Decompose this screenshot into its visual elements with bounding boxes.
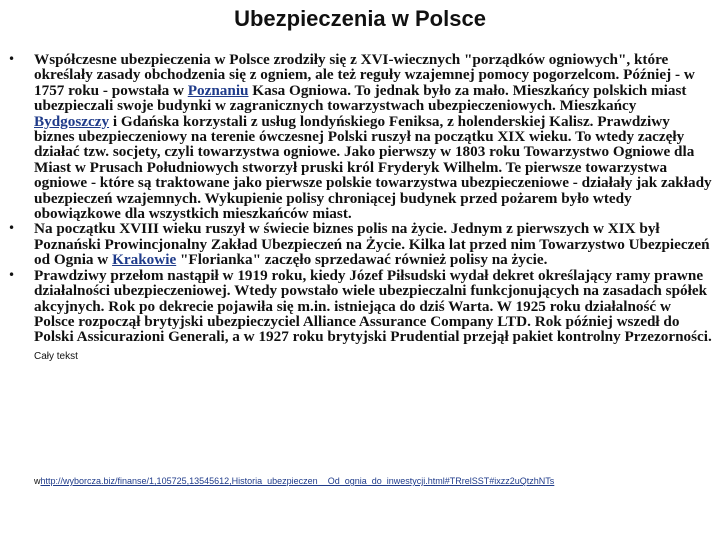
link-krakow[interactable]: Krakowie [112,251,177,269]
page-title: Ubezpieczenia w Polsce [234,6,486,31]
bullet-text: Prawdziwy przełom nastąpił w 1919 roku, kiedy Józef Piłsudski wydał dekret określający ramy prawne działalności ubezpieczeniowej. Wtedy powstało wiele ubezpieczalni funkcjonujących na zasadach spółek akcyjnych. Rok po dekrecie pojawiła się m.in. istniejąca do dziś Warta. W 1925 roku działalność w Polsce rozpoczął brytyjski ubezpieczyciel Alliance Assurance Company LTD. Rok później wszedł do Polski Assicurazioni Generali, a w 1927 roku brytyjski Prudential przejął pakiet kontrolny Przezorności. [34,266,712,346]
source-prefix: w [34,476,41,486]
bullet-text: Na początku XVIII wieku ruszył w świecie biznes polis na życie. Jednym z pierwszych w XIX był Poznański Prowincjonalny Zakład Ubezpieczeń na Życie. Kilka lat przed nim Towarzystwo Ubezpieczeń od Ognia w [34,220,710,269]
bullet-text: Kasa Ogniowa. To jednak było za mało. Mieszkańcy polskich miast ubezpieczali swoje budynki w zagranicznych towarzystwach ubezpieczeniowych. Mieszkańcy [34,81,687,115]
source-link[interactable]: http://wyborcza.biz/finanse/1,105725,13545612,Historia_ubezpieczen__Od_ognia_do_inwestycji.html#TRrelSST#ixzz2uQtzhNTs [40,476,555,486]
bullet-text: i Gdańska korzystali z usług londyńskiego Feniksa, z holenderskiej Kalisz. Prawdziwy biznes ubezpieczeniowy na terenie ówczesnej Polski ruszył na początku XIX wieku. To wtedy zaczęły działać tzw. socjety, czyli towarzystwa ogniowe. Jako pierwszy w 1803 roku Towarzystwo Ogniowe dla Miast w Prusach Południowych stworzył pruski król Fryderyk Wilhelm. Te pierwsze towarzystwa ogniowe - które są traktowane jako pierwsze polskie towarzystwa ubezpieczeniowe - działały jak zakłady ubezpieczeń wzajemnych. Wykupienie polisy chroniącej budynek przed pożarem było wtedy obowiązkowe dla wszystkich mieszkańców miast. [34,112,712,223]
bullet-item [8,268,714,364]
bullet-item [8,52,714,221]
bullet-item [8,221,714,267]
bullet-text: Współczesne ubezpieczenia w Polsce zrodziły się z XVI-wiecznych "porządków ogniowych", które określały zasady obchodzenia się z ogniem, ale też reguły wzajemnej pomocy pogorzelcom. Później - w 1757 roku - powstała w [34,51,695,99]
full-text-note: Cały tekst [34,350,78,362]
link-poznan[interactable]: Poznaniu [187,81,249,99]
bullet-icon: • [8,267,16,282]
source-line [34,476,720,486]
bullet-icon: • [8,52,16,66]
bullet-text: "Florianka" zaczęło sprzedawać również polisy na życie. [176,251,548,269]
content-body [8,52,714,364]
bullet-icon: • [8,221,16,236]
link-bydgoszcz[interactable]: Bydgoszczy [34,112,110,130]
